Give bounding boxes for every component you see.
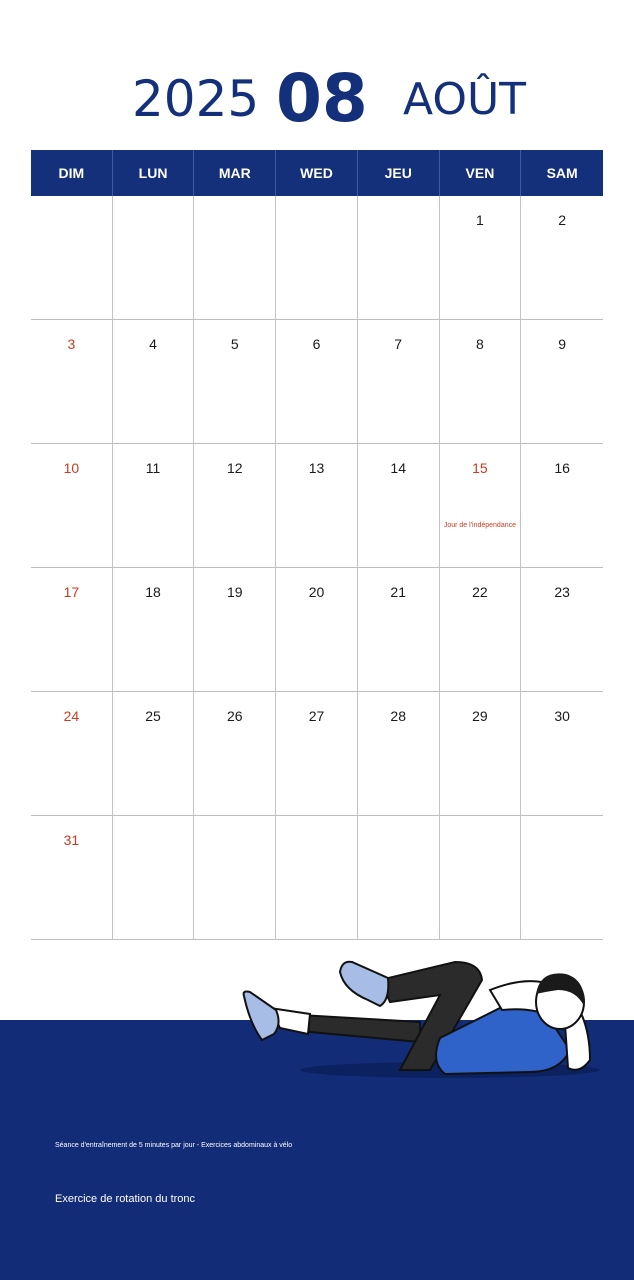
day-cell-16[interactable] bbox=[521, 444, 603, 567]
day-cell-23[interactable] bbox=[521, 568, 603, 691]
weekday-lun: LUN bbox=[113, 150, 195, 196]
day-number: 11 bbox=[145, 460, 161, 476]
day-cell-2[interactable] bbox=[521, 196, 603, 319]
day-number: 21 bbox=[390, 584, 406, 600]
week-row bbox=[31, 692, 603, 816]
day-cell-1[interactable] bbox=[440, 196, 522, 319]
bicycle-crunch-illustration bbox=[240, 950, 610, 1090]
empty-day-cell bbox=[194, 196, 276, 319]
day-cell-29[interactable] bbox=[440, 692, 522, 815]
day-cell-15[interactable] bbox=[440, 444, 522, 567]
day-number: 22 bbox=[472, 584, 488, 600]
day-cell-12[interactable] bbox=[194, 444, 276, 567]
day-number: 26 bbox=[226, 708, 243, 724]
day-cell-6[interactable] bbox=[276, 320, 358, 443]
weekday-mar: MAR bbox=[194, 150, 276, 196]
day-cell-26[interactable] bbox=[194, 692, 276, 815]
day-cell-9[interactable] bbox=[521, 320, 603, 443]
day-cell-5[interactable] bbox=[194, 320, 276, 443]
calendar-grid bbox=[31, 150, 603, 940]
day-cell-3[interactable] bbox=[31, 320, 113, 443]
day-number: 2 bbox=[558, 212, 567, 228]
week-row bbox=[31, 568, 603, 692]
weekday-sam: SAM bbox=[546, 165, 578, 181]
weekday-dim: DIM bbox=[31, 150, 113, 196]
day-number: 16 bbox=[554, 460, 570, 476]
day-number: 9 bbox=[558, 336, 567, 352]
empty-day-cell bbox=[521, 816, 603, 939]
day-cell-8[interactable] bbox=[440, 320, 522, 443]
week-row bbox=[31, 320, 603, 444]
weekday-header-row bbox=[31, 150, 603, 196]
day-cell-18[interactable] bbox=[113, 568, 195, 691]
day-number: 10 bbox=[63, 460, 80, 476]
day-cell-10[interactable] bbox=[31, 444, 113, 567]
day-cell-22[interactable] bbox=[440, 568, 522, 691]
day-number: 1 bbox=[476, 212, 484, 228]
day-number: 15 bbox=[472, 460, 488, 476]
empty-day-cell bbox=[31, 196, 113, 319]
day-number: 28 bbox=[390, 708, 406, 724]
day-cell-20[interactable] bbox=[276, 568, 358, 691]
day-number: 14 bbox=[390, 460, 406, 476]
day-cell-25[interactable] bbox=[113, 692, 195, 815]
day-number: 31 bbox=[63, 832, 80, 848]
day-cell-11[interactable] bbox=[113, 444, 195, 567]
week-row bbox=[31, 444, 603, 568]
day-number: 12 bbox=[226, 460, 243, 476]
day-cell-4[interactable] bbox=[113, 320, 195, 443]
day-cell-30[interactable] bbox=[521, 692, 603, 815]
day-number: 30 bbox=[554, 708, 570, 724]
day-cell-7[interactable] bbox=[358, 320, 440, 443]
year: 2025 bbox=[132, 70, 260, 128]
day-number: 23 bbox=[554, 584, 570, 600]
week-row bbox=[31, 196, 603, 320]
empty-day-cell bbox=[358, 196, 440, 319]
day-number: 6 bbox=[312, 336, 321, 352]
day-number: 3 bbox=[67, 336, 76, 352]
empty-day-cell bbox=[194, 816, 276, 939]
day-number: 5 bbox=[230, 336, 239, 352]
month-name: AOÛT bbox=[403, 74, 527, 125]
exercise-name: Exercice de rotation du tronc bbox=[55, 1193, 196, 1205]
day-cell-31[interactable] bbox=[31, 816, 113, 939]
week-row bbox=[31, 816, 603, 940]
month-number: 08 bbox=[276, 60, 368, 137]
weekday-jeu: JEU bbox=[358, 150, 440, 196]
day-cell-24[interactable] bbox=[31, 692, 113, 815]
day-cell-19[interactable] bbox=[194, 568, 276, 691]
day-number: 27 bbox=[308, 708, 325, 724]
weekday-wed: WED bbox=[276, 150, 358, 196]
weekday-ven: VEN bbox=[440, 150, 522, 196]
day-number: 18 bbox=[145, 584, 161, 600]
day-number: 19 bbox=[226, 584, 243, 600]
day-number: 4 bbox=[149, 336, 157, 352]
day-number: 17 bbox=[63, 584, 80, 600]
day-number: 24 bbox=[63, 708, 80, 724]
day-number: 25 bbox=[145, 708, 161, 724]
calendar-header bbox=[0, 60, 634, 140]
empty-day-cell bbox=[276, 816, 358, 939]
day-number: 20 bbox=[308, 584, 325, 600]
day-cell-17[interactable] bbox=[31, 568, 113, 691]
day-number: 13 bbox=[308, 460, 325, 476]
day-cell-27[interactable] bbox=[276, 692, 358, 815]
day-number: 29 bbox=[472, 708, 488, 724]
day-cell-28[interactable] bbox=[358, 692, 440, 815]
day-number: 7 bbox=[394, 336, 403, 352]
day-cell-13[interactable] bbox=[276, 444, 358, 567]
day-cell-21[interactable] bbox=[358, 568, 440, 691]
holiday-label: Jour de l'indépendance bbox=[443, 522, 516, 529]
empty-day-cell bbox=[113, 816, 195, 939]
calendar-weeks bbox=[31, 196, 603, 940]
empty-day-cell bbox=[113, 196, 195, 319]
workout-subtitle: Séance d'entraînement de 5 minutes par jour - Exercices abdominaux à vélo bbox=[55, 1142, 293, 1149]
empty-day-cell bbox=[440, 816, 522, 939]
day-number: 8 bbox=[476, 336, 484, 352]
empty-day-cell bbox=[276, 196, 358, 319]
empty-day-cell bbox=[358, 816, 440, 939]
day-cell-14[interactable] bbox=[358, 444, 440, 567]
